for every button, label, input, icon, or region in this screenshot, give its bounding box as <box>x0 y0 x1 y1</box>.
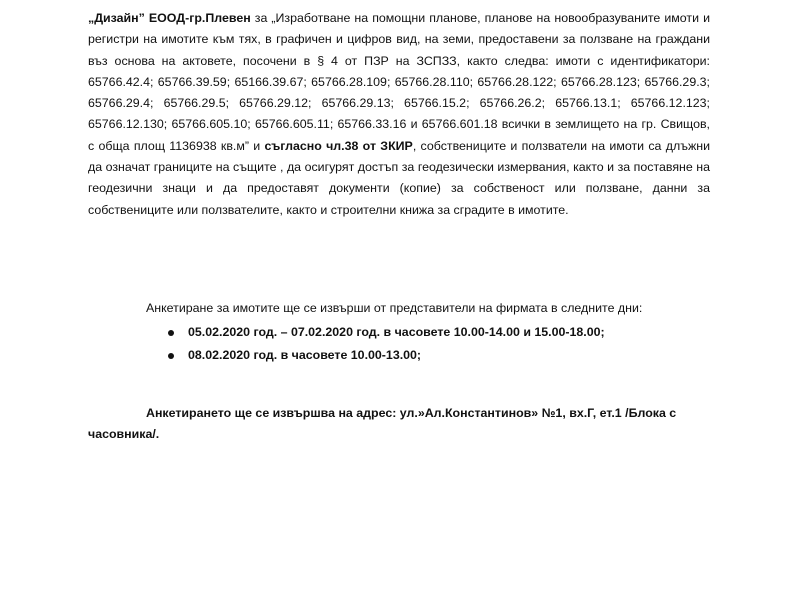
paragraph-intro: за „Изработване на помощни планове, планове на новообразуваните имоти и регистри на имотите към тях, в графичен и цифров вид, на земи, предоставени за ползване на граждани въз основа на актовете, посочени в § 4 от ПЗР на ЗСПЗЗ, както следва: имоти с идентификатори: 65766.42.4; 65766.39.59; 65166.39.67; 65766.28.109; 65766.28.110; 65766.28.122; 65766.28.123; 65766.29.3; 65766.29.4; 65766.29.5; 65766.29.12; 65766.29.13; 65766.15.2; 65766.26.2; 65766.13.1; 65766.12.123; 65766.12.130; 65766.605.10; 65766.605.11; 65766.33.16 и 65766.601.18 всички в землището на гр. Свищов, с обща площ 1136938 кв.м” и <box>88 11 710 153</box>
list-item <box>0 345 800 368</box>
address-line-1: Анкетирането ще се извършва на адрес: ул.»Ал.Константинов» №1, вх.Г, ет.1 /Блока с <box>146 406 677 420</box>
legal-reference: съгласно чл.38 от ЗКИР <box>264 138 413 153</box>
bullet-icon <box>168 330 174 336</box>
survey-intro: Анкетиране за имотите ще се извърши от представители на фирмата в следните дни: <box>146 301 643 315</box>
schedule-list <box>0 322 800 368</box>
company-name: „Дизайн” ЕООД-гр.Плевен <box>88 11 251 25</box>
list-item <box>0 322 800 345</box>
paragraph-outro: , собствениците и ползватели на имоти са длъжни да означат границите на същите , да осигурят достъп за геодезически измервания, както и за поставяне на геодезични знаци и да предоставят документи (копие) за собственост или ползване, данни за собствениците или ползвателите, както и строителни книжа за сградите в имотите. <box>88 138 710 217</box>
bullet-icon <box>168 353 174 359</box>
schedule-item-text: 08.02.2020 год. в часовете 10.00-13.00; <box>188 348 422 362</box>
address-paragraph <box>88 403 716 446</box>
schedule-item-text: 05.02.2020 год. – 07.02.2020 год. в часовете 10.00-14.00 и 15.00-18.00; <box>188 325 605 339</box>
address-line-2: часовника/. <box>88 427 160 442</box>
main-paragraph <box>88 8 710 221</box>
